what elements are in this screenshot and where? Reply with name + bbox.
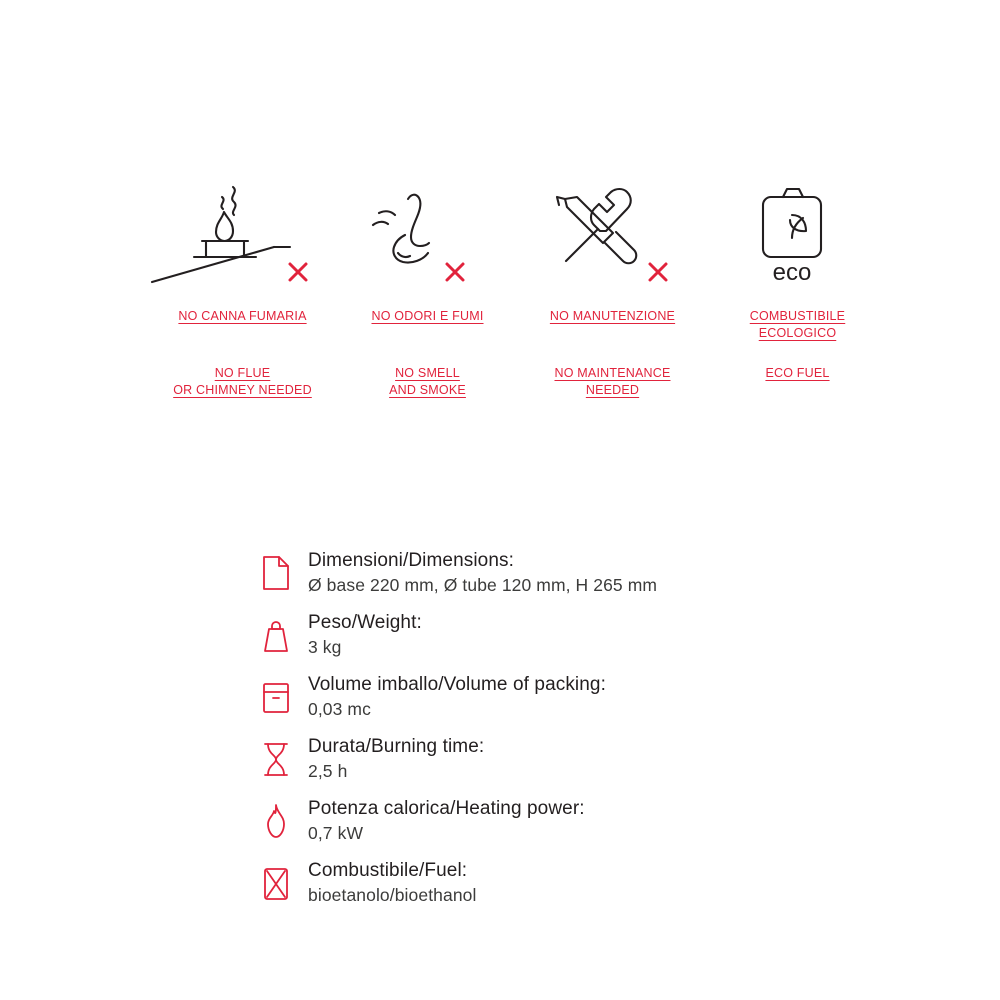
spec-row-burning-time bbox=[260, 734, 860, 783]
weight-icon bbox=[260, 610, 304, 658]
feature-no-smell bbox=[335, 175, 520, 399]
feature-label-en bbox=[173, 365, 312, 399]
spec-value: 0,03 mc bbox=[308, 699, 371, 719]
feature-label-en-line1: NO SMELL bbox=[395, 366, 460, 380]
document-page-icon bbox=[260, 548, 304, 596]
spec-row-packing-volume bbox=[260, 672, 860, 721]
spec-value: 0,7 kW bbox=[308, 823, 364, 843]
spec-row-fuel bbox=[260, 858, 860, 907]
spec-text bbox=[304, 858, 477, 907]
feature-label-en-line2: AND SMOKE bbox=[389, 383, 466, 397]
feature-label-en bbox=[765, 365, 829, 382]
candle-flame-no-flue-icon bbox=[150, 175, 335, 290]
feature-badges-row bbox=[150, 175, 890, 399]
feature-label-en bbox=[389, 365, 466, 399]
flame-icon bbox=[260, 796, 304, 844]
spec-row-heating-power bbox=[260, 796, 860, 845]
spec-title: Dimensioni/Dimensions: bbox=[308, 550, 514, 571]
feature-label-en-line2: NEEDED bbox=[585, 383, 640, 397]
feature-no-flue bbox=[150, 175, 335, 399]
spec-text bbox=[304, 672, 606, 721]
feature-label-it: NO ODORI E FUMI bbox=[371, 309, 484, 323]
spec-value: 2,5 h bbox=[308, 761, 348, 781]
spec-row-dimensions bbox=[260, 548, 860, 597]
feature-label-it-line1: COMBUSTIBILE bbox=[749, 309, 846, 323]
hourglass-icon bbox=[260, 734, 304, 782]
feature-label-it-line2: ECOLOGICO bbox=[758, 326, 837, 340]
spec-title: Volume imballo/Volume of packing: bbox=[308, 674, 606, 695]
feature-label-it: NO MANUTENZIONE bbox=[549, 309, 676, 323]
eco-icon-text: eco bbox=[772, 259, 812, 286]
spec-value: Ø base 220 mm, Ø tube 120 mm, H 265 mm bbox=[308, 575, 658, 595]
spec-text bbox=[304, 610, 422, 659]
feature-label-en-line1: NO MAINTENANCE bbox=[554, 366, 671, 380]
eco-fuel-can-icon bbox=[705, 175, 890, 290]
feature-label-en-line1: ECO FUEL bbox=[765, 366, 830, 380]
spec-value: bioetanolo/bioethanol bbox=[308, 885, 477, 905]
spec-title: Peso/Weight: bbox=[308, 612, 422, 633]
spec-value: 3 kg bbox=[308, 637, 342, 657]
feature-label-en-line2: OR CHIMNEY NEEDED bbox=[173, 383, 312, 397]
feature-label-it: NO CANNA FUMARIA bbox=[178, 309, 307, 323]
spec-text bbox=[304, 734, 484, 783]
specifications-list bbox=[260, 548, 860, 920]
wrench-screwdriver-maintenance-icon bbox=[520, 175, 705, 290]
fuel-bottle-icon bbox=[260, 858, 304, 906]
feature-eco-fuel bbox=[705, 175, 890, 382]
spec-title: Potenza calorica/Heating power: bbox=[308, 798, 585, 819]
package-box-icon bbox=[260, 672, 304, 720]
spec-row-weight bbox=[260, 610, 860, 659]
spec-title: Combustibile/Fuel: bbox=[308, 860, 468, 881]
spec-title: Durata/Burning time: bbox=[308, 736, 485, 757]
feature-label-it bbox=[750, 308, 845, 342]
nose-smell-icon bbox=[335, 175, 520, 290]
feature-label-en-line1: NO FLUE bbox=[214, 366, 271, 380]
spec-text bbox=[304, 548, 657, 597]
feature-label-en bbox=[554, 365, 670, 399]
feature-no-maintenance bbox=[520, 175, 705, 399]
spec-text bbox=[304, 796, 585, 845]
